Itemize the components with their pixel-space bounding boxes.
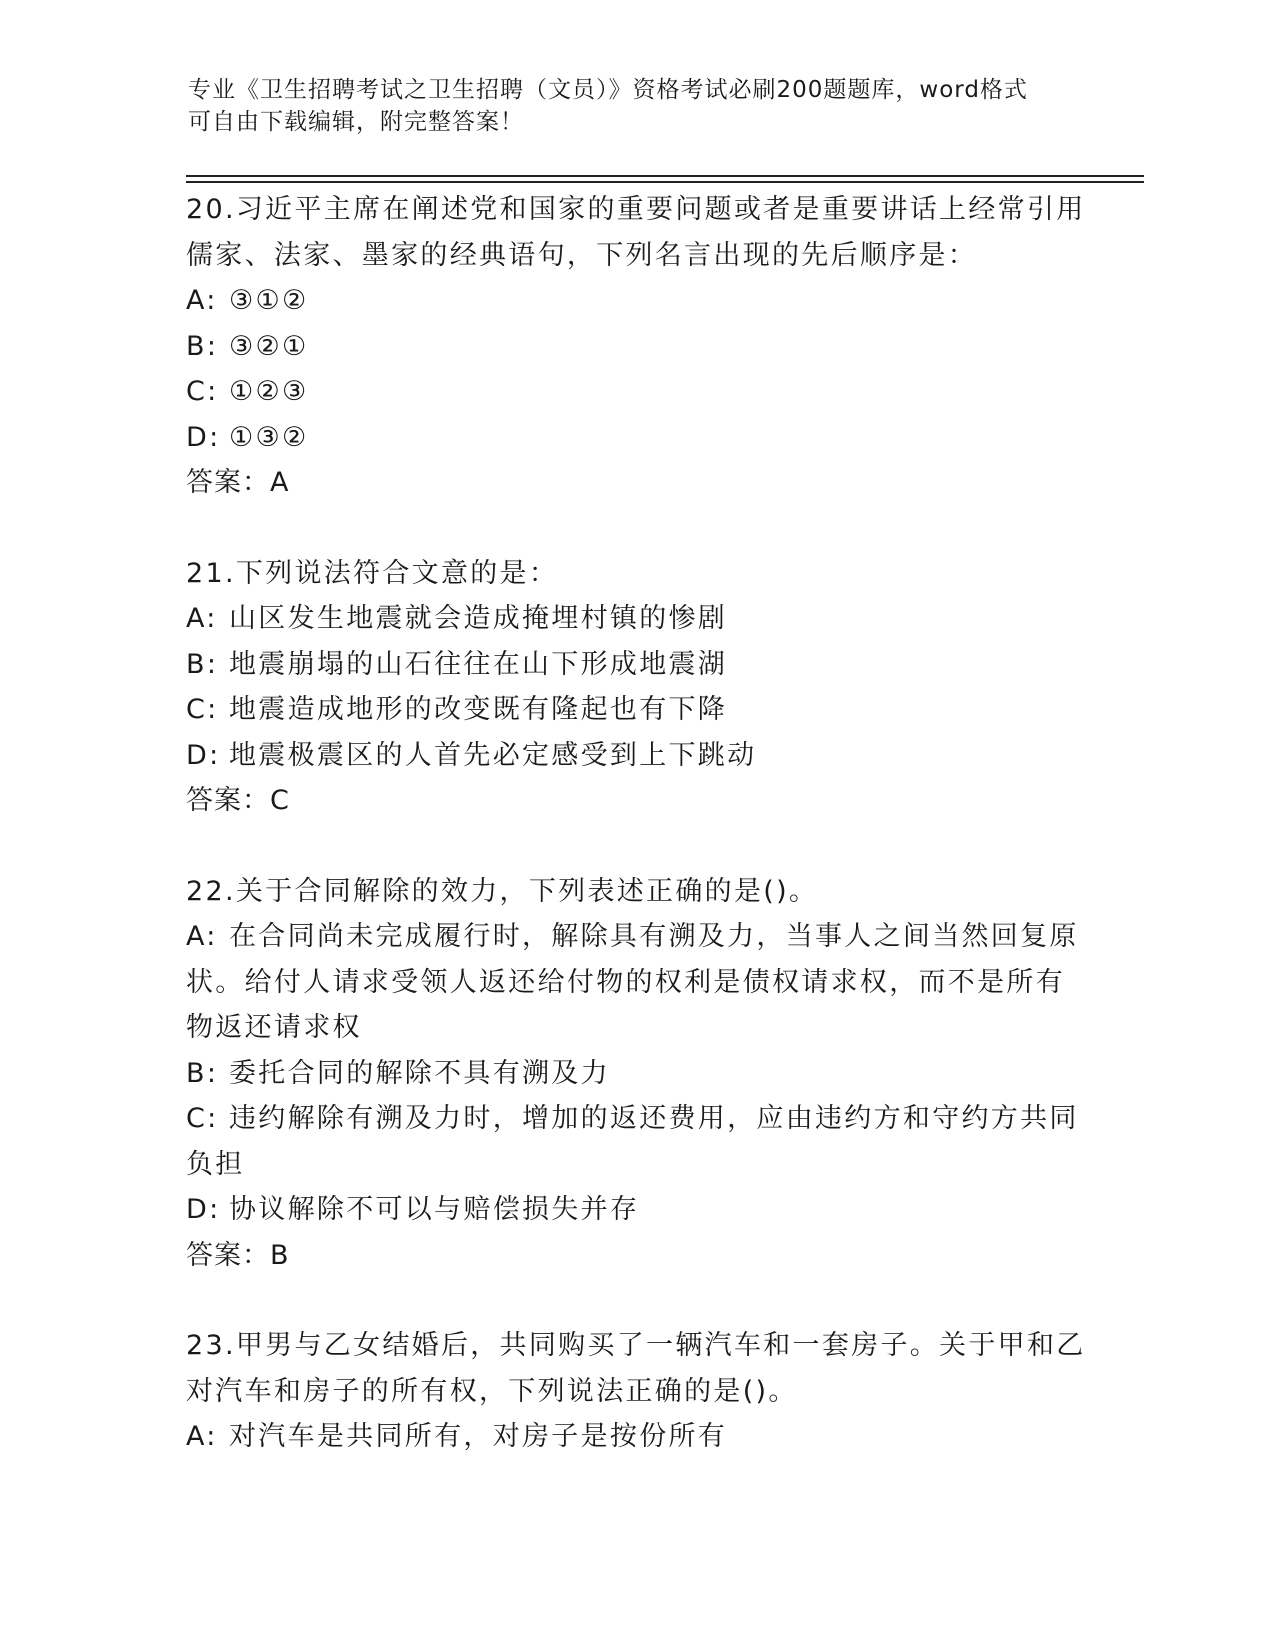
question-list bbox=[186, 187, 1086, 1505]
question-stem-text: 儒家、法家、墨家的经典语句，下列名言出现的先后顺序是： bbox=[186, 239, 978, 271]
question-number: 23. bbox=[186, 1330, 236, 1361]
question-stem-first-line bbox=[186, 869, 1086, 915]
question-item bbox=[186, 1323, 1086, 1460]
option-text: 协议解除不可以与赔偿损失并存 bbox=[229, 1194, 640, 1225]
option-text: 对汽车是共同所有，对房子是按份所有 bbox=[229, 1421, 728, 1452]
option-key: B: bbox=[186, 648, 219, 680]
option-key: A: bbox=[186, 285, 218, 316]
question-stem-text: 甲男与乙女结婚后，共同购买了一辆汽车和一套房子。关于甲和乙 bbox=[235, 1330, 1086, 1361]
option-key: D: bbox=[186, 421, 221, 453]
option-text: 在合同尚未完成履行时，解除具有溯及力，当事人之间当然回复原 bbox=[229, 921, 1079, 952]
option-text: ③①② bbox=[229, 285, 309, 316]
header-line-1: 专业《卫生招聘考试之卫生招聘（文员）》资格考试必刷200题题库，word格式 bbox=[188, 77, 1028, 103]
option-text: 违约解除有溯及力时，增加的返还费用，应由违约方和守约方共同 bbox=[229, 1103, 1079, 1134]
option-key: D: bbox=[186, 1194, 221, 1225]
option-line bbox=[186, 324, 1086, 370]
question-stem-text: 下列说法符合文意的是： bbox=[235, 557, 559, 589]
question-item bbox=[186, 869, 1086, 1279]
option-key: B: bbox=[186, 1057, 219, 1089]
answer-label: 答案： bbox=[186, 467, 270, 498]
option-line bbox=[186, 1096, 1086, 1142]
option-line bbox=[186, 914, 1086, 960]
option-text: ③②① bbox=[229, 330, 309, 362]
question-item bbox=[186, 551, 1086, 824]
option-line bbox=[186, 960, 1086, 1006]
question-stem-text: 关于合同解除的效力，下列表述正确的是()。 bbox=[235, 875, 819, 907]
header-line-2: 可自由下载编辑，附完整答案！ bbox=[188, 109, 524, 135]
question-stem-first-line bbox=[186, 1323, 1086, 1369]
option-line bbox=[186, 415, 1086, 461]
question-item bbox=[186, 187, 1086, 506]
option-key: A: bbox=[186, 1421, 218, 1452]
option-text: 负担 bbox=[186, 1148, 245, 1180]
option-key: A: bbox=[186, 921, 218, 952]
option-text: 地震极震区的人首先必定感受到上下跳动 bbox=[229, 739, 757, 771]
option-text: 物返还请求权 bbox=[186, 1012, 362, 1043]
answer-line bbox=[186, 1233, 1086, 1279]
option-key: C: bbox=[186, 1103, 219, 1134]
question-stem-text: 习近平主席在阐述党和国家的重要问题或者是重要讲话上经常引用 bbox=[235, 194, 1086, 225]
header-divider-bottom bbox=[186, 181, 1144, 183]
answer-label: 答案： bbox=[186, 785, 270, 816]
option-text: ①②③ bbox=[229, 376, 309, 407]
option-text: 委托合同的解除不具有溯及力 bbox=[229, 1057, 610, 1089]
option-text: 状。给付人请求受领人返还给付物的权利是债权请求权，而不是所有 bbox=[186, 966, 1065, 998]
question-stem-line bbox=[186, 1369, 1086, 1415]
option-line bbox=[186, 1005, 1086, 1051]
option-line bbox=[186, 733, 1086, 779]
answer-label: 答案： bbox=[186, 1239, 270, 1271]
question-number: 21. bbox=[186, 557, 236, 589]
question-stem-line bbox=[186, 233, 1086, 279]
option-line bbox=[186, 596, 1086, 642]
option-key: A: bbox=[186, 603, 218, 634]
answer-line bbox=[186, 460, 1086, 506]
option-line bbox=[186, 1142, 1086, 1188]
answer-value: A bbox=[270, 467, 290, 498]
question-number: 22. bbox=[186, 875, 236, 907]
option-key: D: bbox=[186, 739, 221, 771]
option-line bbox=[186, 1051, 1086, 1097]
option-key: B: bbox=[186, 330, 219, 362]
option-text: 地震造成地形的改变既有隆起也有下降 bbox=[229, 694, 728, 725]
option-key: C: bbox=[186, 376, 219, 407]
question-stem-first-line bbox=[186, 551, 1086, 597]
question-stem-first-line bbox=[186, 187, 1086, 233]
option-line bbox=[186, 1187, 1086, 1233]
option-key: C: bbox=[186, 694, 219, 725]
document-header bbox=[188, 74, 1088, 138]
option-line bbox=[186, 369, 1086, 415]
answer-value: B bbox=[270, 1239, 290, 1271]
option-text: 山区发生地震就会造成掩埋村镇的惨剧 bbox=[229, 603, 728, 634]
option-line bbox=[186, 642, 1086, 688]
question-stem-text: 对汽车和房子的所有权，下列说法正确的是()。 bbox=[186, 1375, 798, 1407]
answer-line bbox=[186, 778, 1086, 824]
option-text: ①③② bbox=[229, 421, 309, 453]
question-number: 20. bbox=[186, 194, 236, 225]
option-text: 地震崩塌的山石往往在山下形成地震湖 bbox=[229, 648, 728, 680]
header-divider-top bbox=[186, 175, 1144, 177]
answer-value: C bbox=[270, 785, 290, 816]
option-line bbox=[186, 278, 1086, 324]
option-line bbox=[186, 687, 1086, 733]
option-line bbox=[186, 1414, 1086, 1460]
